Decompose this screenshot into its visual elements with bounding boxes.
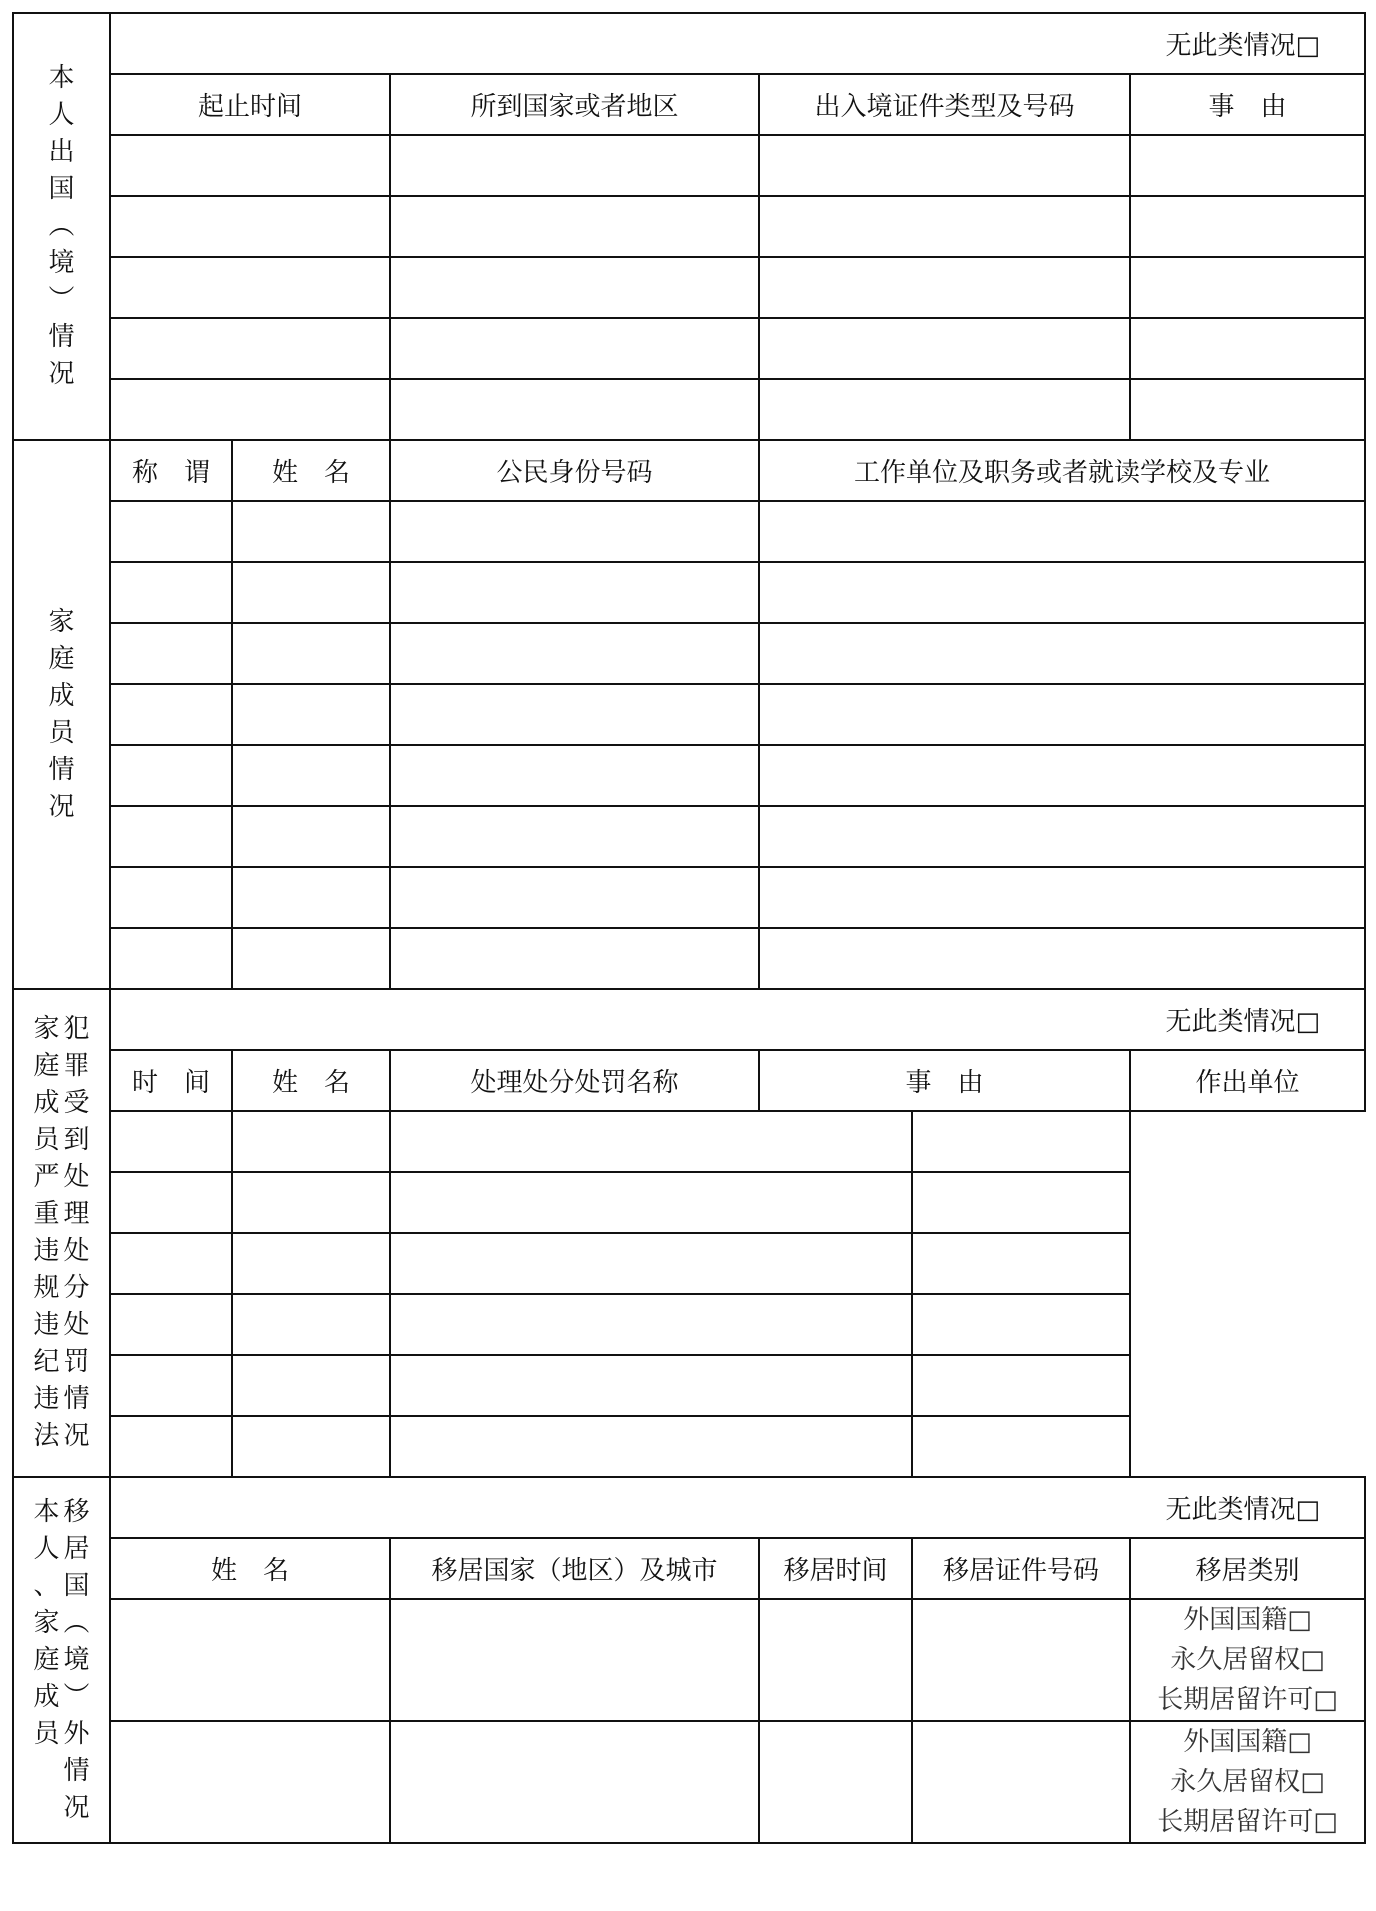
residence-type-cell: [1130, 1599, 1365, 1721]
column-header: 事 由: [1130, 74, 1365, 135]
input-cell[interactable]: [912, 1721, 1130, 1843]
label-char: 犯: [63, 1014, 90, 1044]
input-cell[interactable]: [759, 745, 1365, 806]
column-header: 移居证件号码: [912, 1538, 1130, 1599]
input-cell[interactable]: [759, 257, 1130, 318]
no-such-case-checkbox[interactable]: 无此类情况□: [110, 1477, 1365, 1538]
column-header: 所到国家或者地区: [390, 74, 759, 135]
input-cell[interactable]: [759, 1721, 912, 1843]
table-row: [13, 1355, 1365, 1416]
label-char: 处: [63, 1162, 90, 1192]
table-row: [13, 867, 1365, 928]
input-cell[interactable]: [759, 684, 1365, 745]
input-cell[interactable]: [232, 1111, 390, 1172]
table-row: [13, 928, 1365, 989]
label-char: 重: [33, 1199, 60, 1229]
input-cell[interactable]: [390, 684, 759, 745]
header-row: [13, 1538, 1365, 1599]
residence-type-checkbox[interactable]: 外国国籍□: [1183, 1605, 1312, 1635]
input-cell[interactable]: [232, 745, 390, 806]
label-char: 理: [63, 1199, 90, 1229]
input-cell[interactable]: [759, 196, 1130, 257]
section1-none-row: [13, 13, 1365, 74]
label-char: 人: [33, 1533, 60, 1564]
table-row: [13, 562, 1365, 623]
input-cell[interactable]: [232, 1416, 390, 1477]
input-cell[interactable]: [390, 928, 759, 989]
input-cell[interactable]: [912, 1355, 1130, 1416]
label-char: 、: [33, 1570, 60, 1601]
column-header: 出入境证件类型及号码: [759, 74, 1130, 135]
input-cell[interactable]: [912, 1172, 1130, 1233]
input-cell[interactable]: [232, 1233, 390, 1294]
label-char: 庭: [48, 643, 75, 674]
input-cell[interactable]: [232, 623, 390, 684]
input-cell[interactable]: [390, 867, 759, 928]
input-cell[interactable]: [759, 135, 1130, 196]
label-char: 成: [48, 680, 75, 711]
label-char: 情: [63, 1384, 90, 1414]
table-row: [13, 1721, 1365, 1843]
input-cell[interactable]: [232, 928, 390, 989]
input-cell[interactable]: [110, 1599, 390, 1721]
input-cell[interactable]: [110, 623, 232, 684]
section-label-column: [64, 1494, 90, 1827]
label-char: 国: [48, 174, 75, 204]
input-cell[interactable]: [232, 1294, 390, 1355]
input-cell[interactable]: [110, 196, 390, 257]
residence-type-checkbox[interactable]: 长期居留许可□: [1157, 1807, 1338, 1837]
label-char: 成: [33, 1681, 60, 1712]
residence-type-checkbox[interactable]: 永久居留权□: [1170, 1767, 1325, 1797]
input-cell[interactable]: [390, 501, 759, 562]
input-cell[interactable]: [110, 1233, 232, 1294]
input-cell[interactable]: [912, 1111, 1130, 1172]
input-cell[interactable]: [759, 318, 1130, 379]
input-cell[interactable]: [232, 1355, 390, 1416]
input-cell[interactable]: [912, 1233, 1130, 1294]
column-header: 称 谓: [110, 440, 232, 501]
table-row: [13, 318, 1365, 379]
label-char: 受: [63, 1088, 90, 1118]
input-cell[interactable]: [232, 501, 390, 562]
input-cell[interactable]: [110, 1294, 232, 1355]
label-char: 法: [33, 1421, 60, 1451]
label-char: 罪: [63, 1051, 90, 1081]
input-cell[interactable]: [759, 562, 1365, 623]
label-char: 境: [48, 248, 75, 278]
label-char: 违: [33, 1236, 60, 1266]
table-row: [13, 1172, 1365, 1233]
input-cell[interactable]: [390, 257, 759, 318]
no-such-case-checkbox[interactable]: 无此类情况□: [110, 989, 1365, 1050]
label-char: ︶: [48, 285, 75, 315]
residence-type-cell: [1130, 1721, 1365, 1843]
column-header: 移居时间: [759, 1538, 912, 1599]
table-row: [13, 684, 1365, 745]
label-char: 严: [33, 1162, 60, 1192]
table-row: [13, 1111, 1365, 1172]
input-cell[interactable]: [1130, 318, 1365, 379]
input-cell[interactable]: [390, 1233, 912, 1294]
input-cell[interactable]: [759, 867, 1365, 928]
input-cell[interactable]: [110, 318, 390, 379]
table-row: [13, 1599, 1365, 1721]
input-cell[interactable]: [110, 1355, 232, 1416]
table-row: [13, 257, 1365, 318]
label-char: 员: [33, 1718, 60, 1749]
section-label-column: [48, 604, 74, 826]
column-header: 移居类别: [1130, 1538, 1365, 1599]
label-char: 成: [33, 1088, 60, 1118]
column-header: 姓 名: [232, 1050, 390, 1111]
label-char: 国: [63, 1570, 90, 1601]
label-char: 处: [63, 1236, 90, 1266]
input-cell[interactable]: [110, 562, 232, 623]
label-char: 家: [33, 1607, 60, 1638]
label-char: 本: [48, 63, 75, 93]
input-cell[interactable]: [390, 1416, 912, 1477]
label-char: ︵: [48, 211, 75, 241]
column-header: 时 间: [110, 1050, 232, 1111]
input-cell[interactable]: [759, 806, 1365, 867]
column-header: 移居国家（地区）及城市: [390, 1538, 759, 1599]
input-cell[interactable]: [912, 1416, 1130, 1477]
input-cell[interactable]: [232, 867, 390, 928]
label-char: 移: [63, 1496, 90, 1527]
section3-label: [13, 989, 110, 1477]
input-cell[interactable]: [390, 1721, 759, 1843]
label-char: 情: [48, 322, 75, 352]
label-char: 到: [63, 1125, 90, 1155]
column-header: 作出单位: [1130, 1050, 1365, 1111]
input-cell[interactable]: [759, 928, 1365, 989]
input-cell[interactable]: [912, 1294, 1130, 1355]
section4-none-row: [13, 1477, 1365, 1538]
table-row: [13, 806, 1365, 867]
label-char: 员: [33, 1125, 60, 1155]
column-header: 处理处分处罚名称: [390, 1050, 759, 1111]
input-cell[interactable]: [390, 1294, 912, 1355]
input-cell[interactable]: [390, 379, 759, 440]
table-row: [13, 1233, 1365, 1294]
label-char: 罚: [63, 1347, 90, 1377]
section-label-column: [33, 1011, 59, 1455]
section4-label: [13, 1477, 110, 1843]
input-cell[interactable]: [110, 684, 232, 745]
input-cell[interactable]: [110, 867, 232, 928]
input-cell[interactable]: [110, 1416, 232, 1477]
label-char: 情: [63, 1755, 90, 1786]
input-cell[interactable]: [390, 135, 759, 196]
label-char: 违: [33, 1384, 60, 1414]
label-char: 居: [63, 1533, 90, 1564]
input-cell[interactable]: [759, 379, 1130, 440]
table-row: [13, 745, 1365, 806]
label-char: 况: [48, 791, 75, 822]
input-cell[interactable]: [232, 806, 390, 867]
label-char: 况: [63, 1792, 90, 1823]
table-row: [13, 1416, 1365, 1477]
input-cell[interactable]: [390, 562, 759, 623]
residence-type-checkbox[interactable]: 长期居留许可□: [1157, 1685, 1338, 1715]
label-char: 况: [48, 359, 75, 389]
column-header: 姓 名: [110, 1538, 390, 1599]
header-row: [13, 74, 1365, 135]
label-char: 情: [48, 754, 75, 785]
input-cell[interactable]: [1130, 379, 1365, 440]
table-row: [13, 379, 1365, 440]
section-label-column: [33, 1494, 59, 1827]
input-cell[interactable]: [110, 379, 390, 440]
column-header: 起止时间: [110, 74, 390, 135]
header-row: [13, 440, 1365, 501]
no-such-case-checkbox[interactable]: 无此类情况□: [110, 13, 1365, 74]
input-cell[interactable]: [110, 1721, 390, 1843]
input-cell[interactable]: [759, 1599, 912, 1721]
label-char: 庭: [33, 1644, 60, 1675]
label-char: 纪: [33, 1347, 60, 1377]
input-cell[interactable]: [110, 135, 390, 196]
label-char: ︵: [63, 1607, 90, 1638]
label-char: 出: [48, 137, 75, 167]
label-char: 况: [63, 1421, 90, 1451]
declaration-form-table: [12, 12, 1366, 1844]
label-char: 员: [48, 717, 75, 748]
label-char: 境: [63, 1644, 90, 1675]
input-cell[interactable]: [759, 623, 1365, 684]
input-cell[interactable]: [110, 1111, 232, 1172]
input-cell[interactable]: [1130, 257, 1365, 318]
label-char: 本: [33, 1496, 60, 1527]
input-cell[interactable]: [110, 745, 232, 806]
input-cell[interactable]: [390, 318, 759, 379]
label-char: 庭: [33, 1051, 60, 1081]
input-cell[interactable]: [390, 806, 759, 867]
section-label-column: [64, 1011, 90, 1455]
column-header: 工作单位及职务或者就读学校及专业: [759, 440, 1365, 501]
table-row: [13, 196, 1365, 257]
section1-label: [13, 13, 110, 440]
section2-label: [13, 440, 110, 989]
input-cell[interactable]: [759, 501, 1365, 562]
section-label-column: [48, 60, 74, 393]
table-row: [13, 623, 1365, 684]
input-cell[interactable]: [232, 684, 390, 745]
residence-type-checkbox[interactable]: 外国国籍□: [1183, 1727, 1312, 1757]
input-cell[interactable]: [390, 745, 759, 806]
input-cell[interactable]: [390, 1599, 759, 1721]
input-cell[interactable]: [390, 1172, 912, 1233]
input-cell[interactable]: [1130, 196, 1365, 257]
input-cell[interactable]: [390, 1355, 912, 1416]
input-cell[interactable]: [912, 1599, 1130, 1721]
input-cell[interactable]: [1130, 135, 1365, 196]
input-cell[interactable]: [110, 806, 232, 867]
input-cell[interactable]: [232, 1172, 390, 1233]
section3-none-row: [13, 989, 1365, 1050]
input-cell[interactable]: [232, 562, 390, 623]
residence-type-checkbox[interactable]: 永久居留权□: [1170, 1645, 1325, 1675]
table-row: [13, 135, 1365, 196]
column-header: 事 由: [759, 1050, 1130, 1111]
label-char: 外: [63, 1718, 90, 1749]
input-cell[interactable]: [390, 196, 759, 257]
label-char: 违: [33, 1310, 60, 1340]
label-char: 规: [33, 1273, 60, 1303]
input-cell[interactable]: [110, 257, 390, 318]
column-header: 公民身份号码: [390, 440, 759, 501]
label-char: 人: [48, 100, 75, 130]
table-row: [13, 501, 1365, 562]
label-char: 家: [48, 606, 75, 637]
input-cell[interactable]: [110, 501, 232, 562]
input-cell[interactable]: [390, 1111, 912, 1172]
label-char: 处: [63, 1310, 90, 1340]
label-char: 家: [33, 1014, 60, 1044]
table-row: [13, 1294, 1365, 1355]
label-char: ︶: [63, 1681, 90, 1712]
header-row: [13, 1050, 1365, 1111]
label-char: 分: [63, 1273, 90, 1303]
input-cell[interactable]: [110, 1172, 232, 1233]
input-cell[interactable]: [390, 623, 759, 684]
input-cell[interactable]: [110, 928, 232, 989]
column-header: 姓 名: [232, 440, 390, 501]
